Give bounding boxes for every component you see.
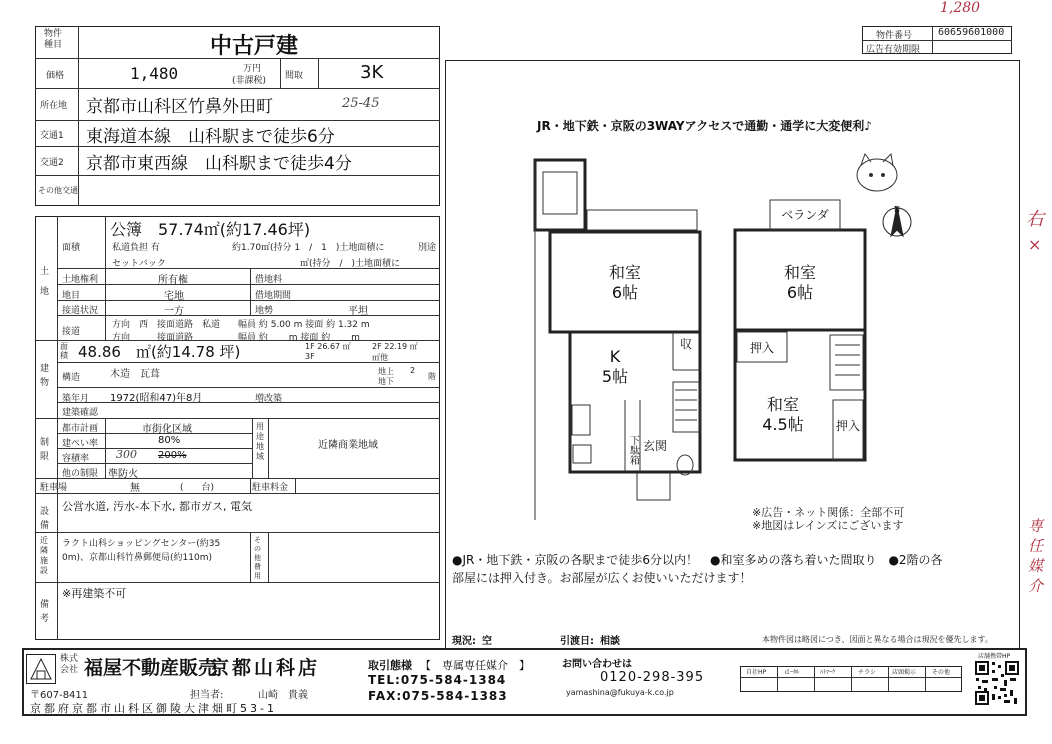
- floors-below: 地下: [378, 377, 394, 386]
- cat-icon: [857, 154, 897, 191]
- media-4: 店頭掲示: [892, 669, 917, 676]
- media-5: その他: [932, 669, 951, 676]
- parking-unit: ( 台): [180, 483, 215, 493]
- room-1f-2: 収: [679, 337, 693, 351]
- media-0: 自社HP: [746, 669, 767, 676]
- media-2: ﾊﾄﾏｰｸ: [820, 669, 836, 676]
- terrain-value: 平坦: [348, 306, 368, 317]
- facilities-label: 設備: [40, 507, 50, 531]
- private-road-note: 別途: [418, 243, 437, 253]
- note-line2: ※地図はレインズにございます: [752, 519, 904, 532]
- contact-label: お問い合わせは: [562, 659, 632, 670]
- built-value: 1972(昭和47)年8月: [110, 393, 203, 404]
- room-1f-1-size: 5帖: [601, 367, 629, 386]
- parking-fee-label: 駐車料金: [252, 483, 289, 493]
- disclaimer: 本物件図は略図につき、図面と異なる場合は現況を優先します。: [762, 635, 993, 644]
- remarks-value: ※再建築不可: [62, 587, 127, 600]
- setback: セットバック: [112, 259, 166, 269]
- note-line1: ※広告・ネット関係：全部不可: [752, 506, 905, 519]
- room-1f-0: 和室: [608, 263, 642, 282]
- appeal-line1: ●JR・地下鉄・京阪の各駅まで徒歩6分以内！ ●和室多めの落ち着いた間取り ●2階の各: [452, 553, 943, 567]
- register-label: 増改築: [255, 394, 283, 404]
- room-2f-3: 和室: [766, 395, 800, 414]
- parking-value: 無: [130, 483, 140, 494]
- staff-label: 担当者:: [190, 690, 224, 701]
- price-unit: 万円: [243, 64, 262, 74]
- media-1: ｄｰﾀﾙ: [784, 669, 800, 676]
- floor3: 3F: [305, 352, 315, 361]
- staff-name: 山崎 貴義: [258, 690, 308, 701]
- floor-plan: [525, 150, 925, 530]
- cert-label: 建築確認: [62, 408, 99, 418]
- hand-right-5: 介: [1028, 577, 1044, 595]
- room-1f-4: 玄関: [642, 439, 668, 453]
- corp-type: 株式 会社: [60, 654, 79, 675]
- company-logo: [26, 654, 56, 684]
- road-status-label: 接道状況: [62, 306, 99, 316]
- other-restriction-value: 準防火: [108, 469, 138, 480]
- delivery-label: 引渡日:: [560, 636, 594, 647]
- nearby-line1: ラクト山科ショッピングセンター(約35: [62, 539, 221, 549]
- transit-other-label: その他交通: [38, 186, 78, 195]
- nearby-label: 近隣施設: [40, 536, 48, 575]
- email[interactable]: yamashina@fukuya-k.co.jp: [566, 688, 674, 697]
- lease-fee-label: 借地料: [255, 275, 283, 285]
- hand-right-0: 右: [1026, 209, 1044, 230]
- built-label: 築年月: [62, 394, 90, 404]
- hand-right-3: 任: [1028, 537, 1044, 555]
- expiry-label: 広告有効期限: [866, 45, 921, 55]
- zone-label: 用途地域: [256, 422, 264, 461]
- location-value: 京都市山科区竹鼻外田町: [86, 97, 273, 117]
- hand-right-1: ×: [1028, 235, 1042, 254]
- transit2-label: 交通2: [40, 158, 64, 168]
- room-1f-3: 下駄箱: [627, 435, 639, 465]
- room-2f-1-size: 6帖: [786, 283, 814, 302]
- city-plan-value: 市街化区域: [142, 424, 192, 435]
- transit1-label: 交通1: [40, 131, 64, 141]
- property-id-label: 物件番号: [876, 31, 913, 41]
- restriction-section-label: 制限: [40, 438, 50, 462]
- structure-value: 木造 瓦葺: [110, 369, 160, 380]
- location-handwritten: 25-45: [342, 96, 380, 111]
- layout-label: 間取: [285, 71, 304, 81]
- parking-label: 駐車場: [40, 483, 68, 493]
- property-type: 中古戸建: [210, 34, 299, 59]
- private-road: 私道負担 有: [112, 243, 160, 253]
- location-label: 所在地: [40, 101, 68, 111]
- price-value: 1,480: [130, 64, 179, 83]
- room-1f-0-size: 6帖: [611, 283, 639, 302]
- top-handwritten: 1,280: [940, 0, 981, 16]
- category-label: 地目: [62, 291, 81, 301]
- current-label: 現況:: [452, 636, 476, 647]
- land-section-label: 土地: [40, 267, 50, 297]
- road2: 方向 接面道路 幅員 約 m 接面 約 m: [112, 333, 360, 343]
- property-id-value: 60659601000: [938, 27, 1005, 38]
- facilities-value: 公営水道, 汚水-本下水, 都市ガス, 電気: [62, 500, 252, 513]
- structure-label: 構造: [62, 373, 81, 383]
- layout-value: 3K: [360, 62, 384, 83]
- catch-copy: JR・地下鉄・京阪の3WAYアクセスで通勤・通学に大変便利♪: [537, 119, 872, 133]
- price-label: 価格: [46, 71, 65, 81]
- postal-code: 〒607-8411: [30, 690, 89, 701]
- far-handwritten: 300: [116, 448, 137, 461]
- room-2f-0: ベランダ: [781, 208, 829, 222]
- private-road-area: 約1.70㎡(持分 1 / 1 )土地面積に: [232, 243, 385, 253]
- other-cost-label: その他費用: [254, 536, 261, 580]
- far-value: 200%: [158, 450, 187, 461]
- transit1-value: 東海道本線 山科駅まで徒歩6分: [86, 127, 335, 147]
- floorplan-1f: [535, 160, 700, 472]
- building-section-label: 建物: [40, 364, 50, 388]
- floors-above-n: 2: [410, 366, 416, 375]
- rights-value: 所有権: [158, 275, 188, 286]
- deal-label: 取引態様: [368, 659, 412, 672]
- price-note: (非課税): [232, 76, 267, 86]
- nearby-line2: 0m)、京都山科竹鼻郵便局(約110m): [62, 553, 212, 563]
- road-label: 接道: [62, 327, 81, 337]
- other-restriction-label: 他の制限: [62, 469, 99, 479]
- qr-code-icon[interactable]: [974, 660, 1020, 706]
- room-2f-4: 押入: [835, 419, 861, 433]
- terrain-label: 地勢: [255, 306, 274, 316]
- qr-label: 店舗携帯HP: [978, 653, 1011, 660]
- hand-right-2: 専: [1028, 517, 1044, 535]
- land-area-label: 面積: [62, 243, 81, 253]
- building-area-label: 面積: [60, 342, 68, 360]
- city-plan-label: 都市計画: [62, 424, 99, 434]
- hand-right-4: 媒: [1028, 557, 1044, 575]
- setback-area: ㎡(持分 / )土地面積に: [300, 259, 401, 269]
- floor2: 2F 22.19 ㎡: [372, 342, 418, 351]
- rights-label: 土地権利: [62, 275, 99, 285]
- remarks-label: 備考: [40, 600, 50, 624]
- room-2f-1: 和室: [783, 263, 817, 282]
- tel[interactable]: TEL:075-584-1384: [368, 673, 507, 687]
- company-name: 福屋不動産販売: [84, 657, 218, 679]
- appeal-line2: 部屋には押入付き。お部屋が広くお使いいただけます！: [452, 571, 752, 585]
- room-1f-1: K: [609, 347, 621, 366]
- current-value: 空: [482, 636, 492, 647]
- road1: 方向 西 接面道路 私道 幅員 約 5.00 m 接面 約 1.32 m: [112, 320, 370, 330]
- office-address: 京都府京都市山科区御陵大津畑町53-1: [30, 702, 277, 715]
- branch-name: 京都山科店: [210, 657, 321, 679]
- deal-value: 【 専属専任媒介 】: [420, 659, 530, 672]
- floor-other: ㎡他: [372, 353, 388, 362]
- room-2f-3-size: 4.5帖: [762, 415, 804, 434]
- zone-value: 近隣商業地域: [318, 440, 378, 451]
- floors-above: 地上: [378, 367, 394, 376]
- coverage-label: 建ぺい率: [62, 439, 99, 449]
- category-value: 宅地: [164, 291, 184, 302]
- room-2f-2: 押入: [749, 341, 775, 355]
- land-area-main: 公簿 57.74㎡(約17.46坪): [110, 220, 311, 239]
- coverage-value: 80%: [158, 435, 181, 446]
- building-area-value: 48.86 ㎡(約14.78 坪): [78, 343, 241, 361]
- lease-term-label: 借地期間: [255, 291, 292, 301]
- floor1: 1F 26.67 ㎡: [305, 342, 351, 351]
- delivery-value: 相談: [600, 636, 620, 647]
- transit2-value: 京都市東西線 山科駅まで徒歩4分: [86, 154, 352, 174]
- fax: FAX:075-584-1383: [368, 689, 508, 703]
- media-3: チラシ: [858, 669, 877, 676]
- far-label: 容積率: [62, 454, 90, 464]
- north-label: N: [894, 205, 900, 214]
- freedial[interactable]: 0120-298-395: [600, 670, 705, 685]
- floors-unit: 階: [428, 372, 436, 381]
- type-label: 物件 種目: [44, 29, 63, 50]
- road-status-value: 一方: [164, 306, 184, 317]
